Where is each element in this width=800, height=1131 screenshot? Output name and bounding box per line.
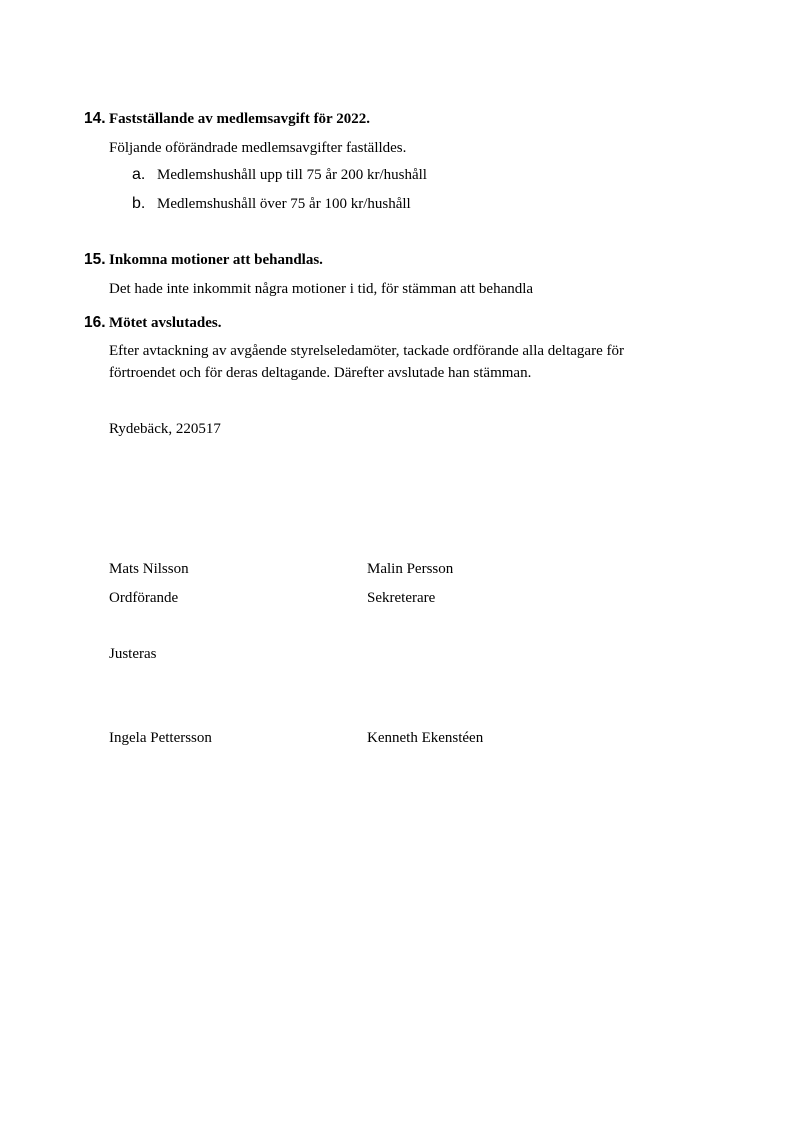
section-16-body-line-2: förtroendet och för deras deltagande. Därefter avslutade han stämman. — [109, 365, 532, 381]
section-15-body: Det hade inte inkommit några motioner i tid, för stämman att behandla — [109, 281, 534, 297]
section-14-item-a-marker: a. — [132, 166, 146, 183]
section-15-title: Inkomna motioner att behandlas. — [109, 252, 323, 268]
section-14-item-b-marker: b. — [132, 195, 146, 212]
section-16-body-line-1: Efter avtackning av avgående styrelseledamöter, tackade ordförande alla deltagare för — [109, 343, 624, 359]
chair-name: Mats Nilsson — [109, 561, 189, 577]
adjuster-1-name: Ingela Pettersson — [109, 730, 212, 746]
section-15-number: 15. — [84, 251, 106, 268]
section-14-number: 14. — [84, 110, 106, 127]
section-14-body: Följande oförändrade medlemsavgifter faställdes. — [109, 140, 407, 156]
adjusted-label: Justeras — [109, 646, 157, 662]
section-14-title: Fastställande av medlemsavgift för 2022. — [109, 111, 370, 127]
secretary-role: Sekreterare — [367, 590, 436, 606]
chair-role: Ordförande — [109, 590, 179, 606]
place-date: Rydebäck, 220517 — [109, 421, 221, 437]
secretary-name: Malin Persson — [367, 561, 454, 577]
section-16-title: Mötet avslutades. — [109, 315, 222, 331]
adjuster-2-name: Kenneth Ekenstéen — [367, 730, 484, 746]
section-16-number: 16. — [84, 314, 106, 331]
section-14-item-b-text: Medlemshushåll över 75 år 100 kr/hushåll — [157, 196, 411, 212]
section-14-item-a-text: Medlemshushåll upp till 75 år 200 kr/hushåll — [157, 167, 427, 183]
